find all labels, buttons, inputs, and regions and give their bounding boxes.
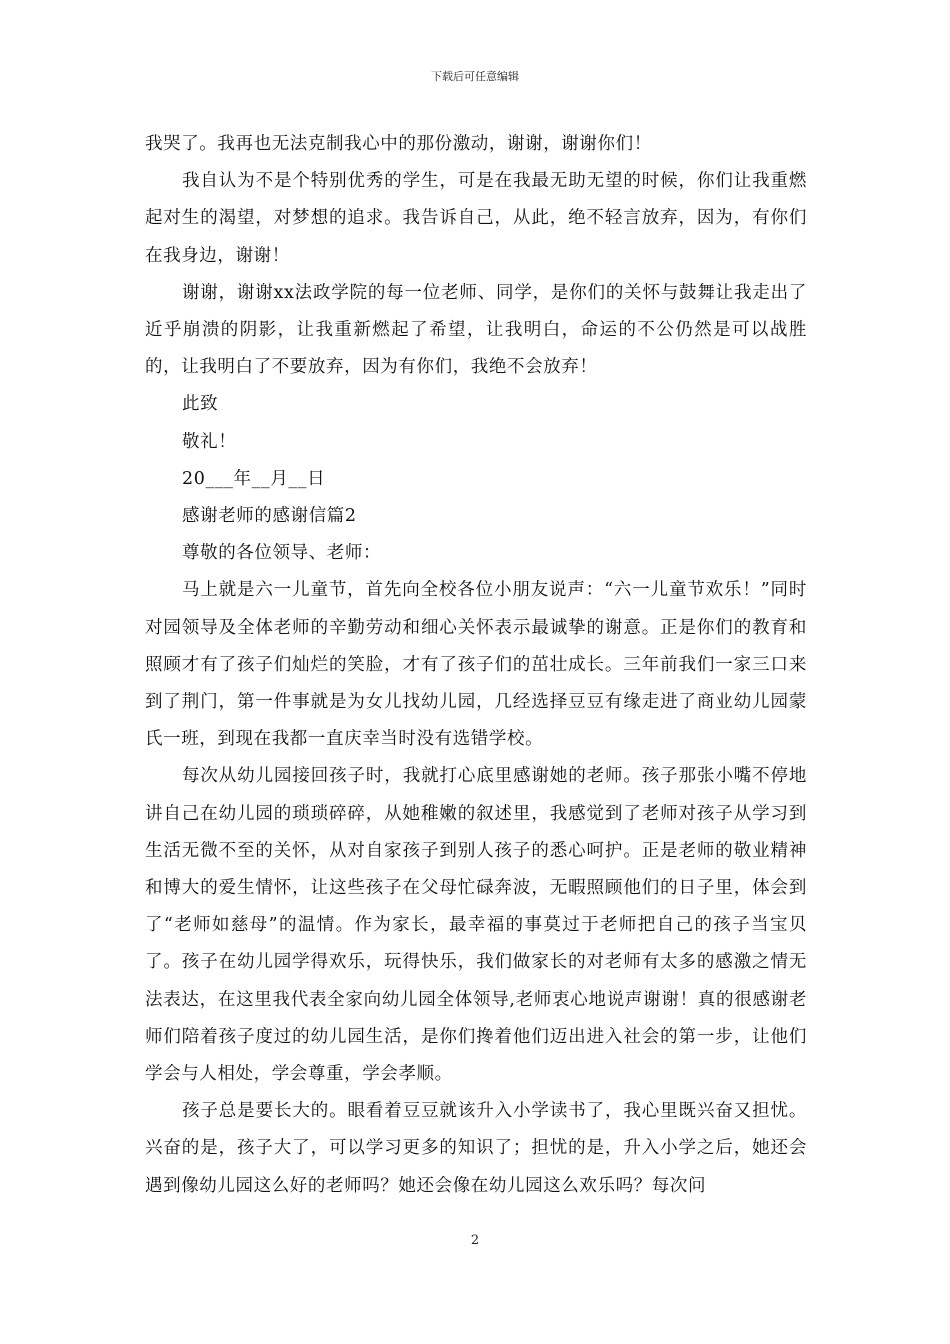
letter-date: 20___年__月__日	[182, 468, 326, 489]
closing-regards: 敬礼！	[182, 431, 237, 452]
paragraph-continuation: 我哭了。我再也无法克制我心中的那份激动，谢谢，谢谢你们！	[145, 134, 652, 154]
page-number: 2	[470, 1233, 480, 1248]
paragraph: 马上就是六一儿童节，首先向全校各位小朋友说声：“六一儿童节欢乐！”同时对园领导及全体老师的辛勤劳动和细心关怀表示最诚挚的谢意。正是你们的教育和照顾才有了孩子们灿烂的笑脸，才有了孩子们的茁壮成长。三年前我们一家三口来到了荆门，第一件事就是为女儿找幼儿园，几经选择豆豆有缘走进了商业幼儿园蒙氏一班，到现在我都一直庆幸当时没有选错学校。	[145, 580, 807, 750]
page-header: 下载后可任意编辑	[431, 70, 519, 83]
document-body	[145, 126, 807, 1205]
closing-salutation: 此致	[182, 394, 219, 415]
paragraph: 谢谢，谢谢xx法政学院的每一位老师、同学，是你们的关怀与鼓舞让我走出了近乎崩溃的阴影，让我重新燃起了希望，让我明白，命运的不公仍然是可以战胜的，让我明白了不要放弃，因为有你们，我绝不会放弃！	[145, 282, 807, 378]
paragraph: 孩子总是要长大的。眼看着豆豆就该升入小学读书了，我心里既兴奋又担忧。兴奋的是，孩子大了，可以学习更多的知识了；担忧的是，升入小学之后，她还会遇到像幼儿园这么好的老师吗？她还会像在幼儿园这么欢乐吗？每次问	[145, 1101, 807, 1196]
paragraph: 每次从幼儿园接回孩子时，我就打心底里感谢她的老师。孩子那张小嘴不停地讲自己在幼儿园的琐琐碎碎，从她稚嫩的叙述里，我感觉到了老师对孩子从学习到生活无微不至的关怀，从对自家孩子到别人孩子的悉心呵护。正是老师的敬业精神和博大的爱生情怀，让这些孩子在父母忙碌奔波，无暇照顾他们的日子里，体会到了“老师如慈母”的温情。作为家长，最幸福的事莫过于老师把自己的孩子当宝贝了。孩子在幼儿园学得欢乐，玩得快乐，我们做家长的对老师有太多的感激之情无法表达，在这里我代表全家向幼儿园全体领导,老师衷心地说声谢谢！真的很感谢老师们陪着孩子度过的幼儿园生活，是你们搀着他们迈出进入社会的第一步，让他们学会与人相处，学会尊重，学会孝顺。	[145, 766, 807, 1085]
section-title: 感谢老师的感谢信篇2	[182, 506, 357, 527]
paragraph: 我自认为不是个特别优秀的学生，可是在我最无助无望的时候，你们让我重燃起对生的渴望，对梦想的追求。我告诉自己，从此，绝不轻言放弃，因为，有你们在我身边，谢谢！	[145, 171, 807, 266]
letter-greeting: 尊敬的各位领导、老师：	[182, 543, 382, 564]
